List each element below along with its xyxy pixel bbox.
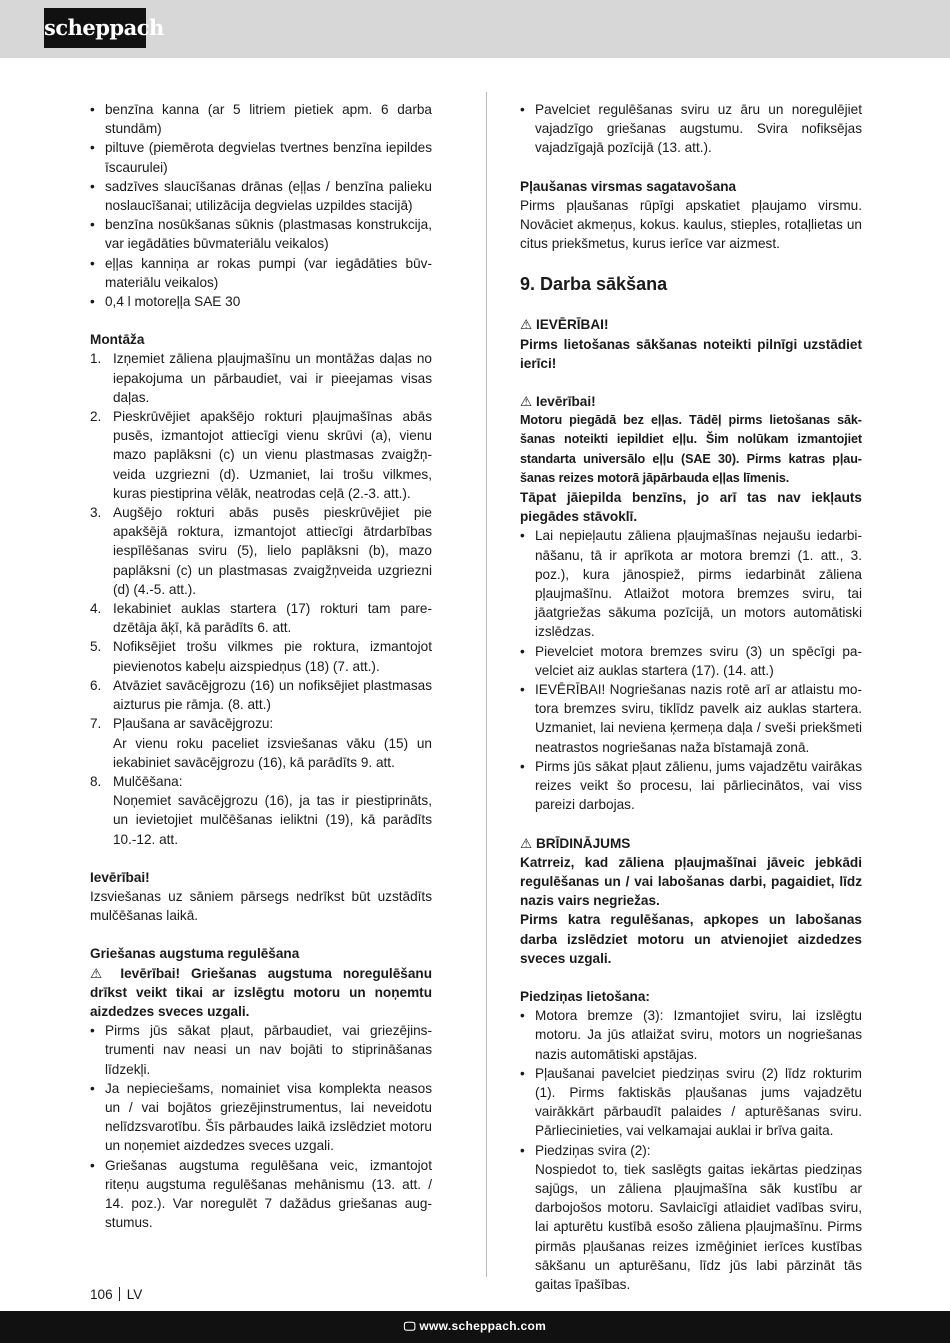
assembly-steps bbox=[90, 349, 432, 848]
language-code: LV bbox=[126, 1287, 143, 1302]
warning-icon: ⚠ bbox=[520, 835, 533, 851]
list-item: • benzīna kanna (ar 5 litriem pietiek apm. 6 darba stundām) bbox=[90, 100, 432, 138]
list-item: • sadzīves slaucīšanas drānas (eļļas / benzīna palieku noslaucīšanai; utilizācija degvielas uzpildes stacijā) bbox=[90, 177, 432, 215]
attention-label bbox=[520, 392, 862, 411]
monitor-icon: 🖵 bbox=[403, 1319, 416, 1333]
separator bbox=[119, 1287, 120, 1301]
list-item: • Griešanas augstuma regulēšana veic, izmantojot riteņu augstuma regulēšanas mehānismu (13. att. / 14. poz.). Var noregulēt 7 dažādus griešanas augstumus. bbox=[90, 1156, 432, 1233]
spacer bbox=[90, 311, 432, 330]
drive-list bbox=[520, 1006, 862, 1294]
list-item bbox=[90, 349, 432, 407]
step-number: 7. bbox=[90, 716, 102, 732]
attention-text: Izsviešanas uz sāniem pārsegs nedrīkst būt uzstādīts mulčēšanas laikā. bbox=[90, 888, 432, 924]
list-item bbox=[90, 503, 432, 599]
step-text: Nofiksējiet trošu vilkmes pie roktura, izmantojot pievienotos kabeļu aizspiedņus (18) (7. att.). bbox=[113, 639, 432, 674]
list-item bbox=[90, 599, 432, 637]
step-text: Pļaušana ar savācējgrozu: bbox=[113, 716, 274, 732]
list-item: • 0,4 l motoreļļa SAE 30 bbox=[90, 292, 432, 311]
spacer bbox=[90, 849, 432, 868]
fuel-notice: Tāpat jāiepilda benzīns, jo arī tas nav iekļauts piegādes stāvoklī. bbox=[520, 490, 862, 525]
step-text: Augšējo rokturi abās pusēs pieskrūvējiet pie apakšējā roktura, izmantojot attiecīgi ātrdarbības iespīlēšanas sviru (5), lielo paplāksni (b), mazo paplāksni (c) un plastmasas zvaigžņveida uzgriezni (d) (4.-5. att.). bbox=[113, 505, 432, 597]
list-item: • Pirms jūs sākat pļaut zālienu, jums vajadzētu vairākas reizes veikt šo procesu, lai pārliecinātos, vai viss pareizi darbojas. bbox=[520, 757, 862, 815]
page-header bbox=[0, 0, 950, 58]
start-list bbox=[520, 526, 862, 814]
spacer bbox=[520, 968, 862, 987]
warning-label bbox=[520, 834, 862, 853]
assembly-heading: Montāža bbox=[90, 332, 145, 348]
warning-icon: ⚠ bbox=[90, 965, 110, 981]
list-item: • Motora bremze (3): Izmantojiet sviru, lai izslēgtu motoru. Ja jūs atlaižat sviru, motors un nogriešanas nazis automātiski apstājas. bbox=[520, 1006, 862, 1064]
list-item: • Pievelciet motora bremzes sviru (3) un spēcīgi pavelciet aiz auklas startera (17). (14. att.) bbox=[520, 642, 862, 680]
step-number: 8. bbox=[90, 773, 102, 789]
step-text: Izņemiet zāliena pļaujmašīnu un montāžas daļas no iepakojuma un pārbaudiet, vai ir pieejamas visas daļas. bbox=[113, 351, 432, 405]
section-title: 9. Darba sākšana bbox=[520, 274, 668, 295]
step-number: 6. bbox=[90, 677, 102, 693]
right-column bbox=[520, 100, 862, 1294]
page-number bbox=[90, 1287, 142, 1302]
attention-text: Pirms lietošanas sākšanas noteikti pilnīgi uzstādiet ierīci! bbox=[520, 336, 862, 371]
drive-heading: Piedziņas lietošana: bbox=[520, 988, 650, 1004]
warning-text: Ievērībai! Griešanas augstuma noregulēšanu drīkst veikt tikai ar izslēgtu motoru un noņemtu aizdedzes sveces uzgali. bbox=[90, 965, 432, 1019]
warning-text: Pirms katra regulēšanas, apkopes un labošanas darba izslēdziet motoru un atvienojiet aizdedzes sveces uzgali. bbox=[520, 912, 862, 966]
list-item bbox=[90, 676, 432, 714]
step-extra: Noņemiet savācējgrozu (16), ja tas ir piestiprināts, un ievietojiet mulčēšanas ieliktni (19), kā parādīts 10.-12. att. bbox=[113, 793, 432, 847]
step-number: 4. bbox=[90, 601, 102, 617]
attention-label bbox=[520, 315, 862, 334]
warning-text: Katrreiz, kad zāliena pļaujmašīnai jāveic jebkādi regulēšanas un / vai labošanas darbi, pagaidiet, līdz nazis vairs negriežas. bbox=[520, 854, 862, 909]
oil-notice: Motoru piegādā bez eļļas. Tādēļ pirms lietošanas sākšanas noteikti iepildiet eļļu. Šim nolūkam izmantojiet standarta universālo eļļu (SAE 30). Pirms katras pļaušanas reizes motorā jāpārbauda eļļas līmenis. bbox=[520, 413, 862, 485]
item-text: Piedziņas svira (2): bbox=[535, 1142, 651, 1158]
step-number: 3. bbox=[90, 505, 102, 521]
list-item bbox=[90, 772, 432, 849]
list-item: • Pļaušanai pavelciet piedziņas sviru (2) līdz rokturim (1). Pirms faktiskās pļaušanas jums vajadzētu vairākkārt pārbaudīt palaides / apturēšanas sviru. Pārliecinieties, vai velkamajai auklai ir brīva gaita. bbox=[520, 1064, 862, 1141]
website-link[interactable]: www.scheppach.com bbox=[419, 1319, 547, 1333]
list-item bbox=[90, 714, 432, 772]
page-footer bbox=[0, 1311, 950, 1343]
spacer bbox=[520, 253, 862, 272]
spacer bbox=[90, 925, 432, 944]
brand-logo: scheppach bbox=[44, 8, 146, 48]
attention-heading: Ievērībai! bbox=[90, 869, 150, 885]
cut-height-heading: Griešanas augstuma regulēšana bbox=[90, 946, 300, 962]
warning-icon: ⚠ bbox=[520, 394, 533, 410]
list-item bbox=[90, 407, 432, 503]
spacer bbox=[520, 296, 862, 315]
list-item: • piltuve (piemērota degvielas tvertnes benzīna iepildes īscaurulei) bbox=[90, 138, 432, 176]
step-text: Mulčēšana: bbox=[113, 773, 183, 789]
step-extra: Ar vienu roku paceliet izsviešanas vāku (15) un iekabiniet savācējgrozu (16), kā parādīts 9. att. bbox=[113, 735, 432, 770]
left-column bbox=[90, 100, 432, 1232]
list-item bbox=[90, 637, 432, 675]
step-number: 2. bbox=[90, 409, 102, 425]
step-number: 5. bbox=[90, 639, 102, 655]
spacer bbox=[520, 373, 862, 392]
item-extra: Nospiedot to, tiek saslēgts gaitas iekārtas piedziņas sajūgs, un zāliena pļaujmašīna sāk kustību ar darbojošos motoru. Savlaicīgi atlaidiet vadības sviru, lai apturētu kustībā esošo zāliena pļaujmašīnu. Pirms pirmās pļaušanas reizes izmēģiniet ierīces kustības sākšanu un apturēšanu, līdz jūs labi pārzināt tās gaitas īpašības. bbox=[535, 1161, 862, 1292]
list-item bbox=[520, 1141, 862, 1295]
step-text: Pieskrūvējiet apakšējo rokturi pļaujmašīnas abās pusēs, izmantojot attiecīgi vienu skrūvi (a), vienu mazo paplāksni (c) un vienu plastmasas zvaigžņveida uzgriezni (d). Uzmaniet, lai trošu vilkmes, kuras piestiprina vēlāk, neatrodas ceļā (2.-3. att.). bbox=[113, 409, 432, 501]
adjust-list bbox=[520, 100, 862, 158]
attention-label-text: IEVĒRĪBAI! bbox=[535, 317, 609, 333]
spacer bbox=[520, 815, 862, 834]
list-item: • eļļas kanniņa ar rokas pumpi (var iegādāties būvmateriālu veikalos) bbox=[90, 254, 432, 292]
prep-text: Pirms pļaušanas rūpīgi apskatiet pļaujamo virsmu. Novāciet akmeņus, kokus. kaulus, stieples, rotaļlietas un citus priekšmetus, kurus ierīce var aizmest. bbox=[520, 197, 862, 252]
attention-label-text: Ievērībai! bbox=[535, 394, 596, 410]
spacer bbox=[520, 158, 862, 177]
warning-icon: ⚠ bbox=[520, 317, 533, 333]
list-item: • Pirms jūs sākat pļaut, pārbaudiet, vai griezējinstrumenti nav neasi un nav bojāti to stiprināšanas līdzekļi. bbox=[90, 1021, 432, 1079]
step-text: Iekabiniet auklas startera (17) rokturi tam paredzētāja āķī, kā parādīts 6. att. bbox=[113, 601, 432, 636]
warning-label-text: BRĪDINĀJUMS bbox=[535, 835, 631, 851]
list-item: • Ja nepieciešams, nomainiet visa komplekta neasos un / vai bojātos griezējinstrumentus, lai neveidotu nelīdzsvarotību. Šīs pārbaudes laikā izslēdziet motoru un noņemiet aizdedzes sveces uzgali. bbox=[90, 1079, 432, 1156]
page-number-value: 106 bbox=[90, 1287, 113, 1302]
prep-heading: Pļaušanas virsmas sagatavošana bbox=[520, 178, 737, 194]
supplies-list bbox=[90, 100, 432, 311]
list-item: • IEVĒRĪBAI! Nogriešanas nazis rotē arī ar atlaistu motora bremzes sviru, tiklīdz pavelk aiz auklas startera. Uzmaniet, lai neviena ķermeņa daļa / sveši priekšmeti neatrastos nogriešanas naža bīstamajā zonā. bbox=[520, 680, 862, 757]
cut-height-list bbox=[90, 1021, 432, 1232]
list-item: • benzīna nosūkšanas sūknis (plastmasas konstrukcija, var iegādāties būvmateriālu veikalos) bbox=[90, 215, 432, 253]
list-item: • Pavelciet regulēšanas sviru uz āru un noregulējiet vajadzīgo griešanas augstumu. Svira nofiksējas vajadzīgajā pozīcijā (13. att.). bbox=[520, 100, 862, 158]
step-text: Atvāziet savācējgrozu (16) un nofiksējiet plastmasas aizturus pie rāmja. (8. att.) bbox=[113, 677, 432, 713]
column-divider bbox=[486, 92, 487, 1277]
list-item: • Lai nepieļautu zāliena pļaujmašīnas nejaušu iedarbināšanu, tā ir aprīkota ar motora bremzi (1. att., 3. poz.), kura jānospiež, pirms iedarbināt zāliena pļaujmašīnu. Atlaižot motora bremzes sviru, tai jāatgriežas sākuma pozīcijā, un motors automātiski izslēdzas. bbox=[520, 526, 862, 641]
cut-height-warning bbox=[90, 964, 432, 1022]
step-number: 1. bbox=[90, 351, 102, 367]
